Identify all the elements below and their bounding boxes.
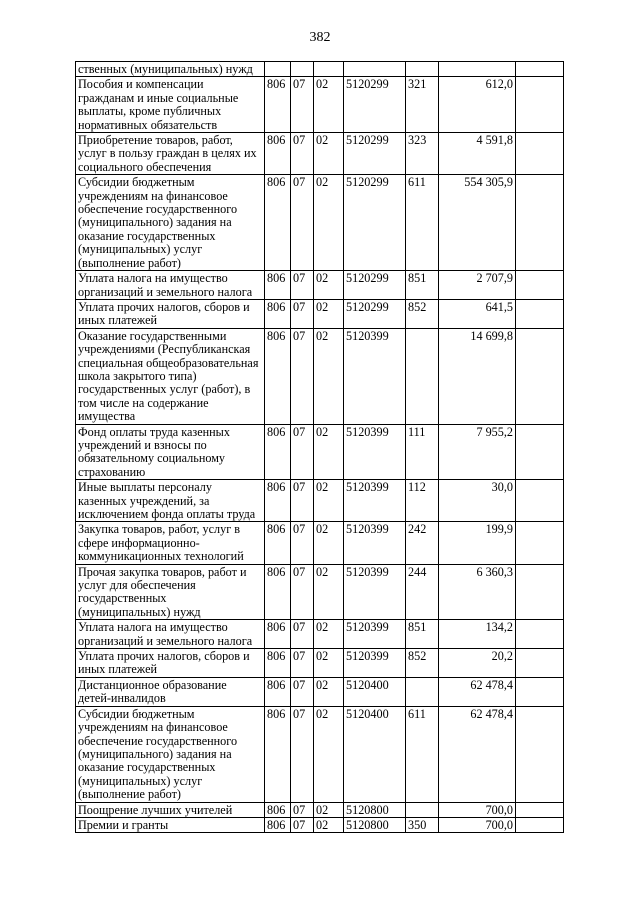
item-name: Премии и гранты <box>76 817 265 832</box>
subsection-code: 02 <box>314 175 344 271</box>
section-code: 07 <box>291 328 314 424</box>
item-name: Субсидии бюджетным учреждениям на финансовое обеспечение государственного (муниципального) задания на оказание государственных (муниципальных) услуг (выполнение работ) <box>76 175 265 271</box>
empty-cell <box>516 62 564 77</box>
item-name: Уплата прочих налогов, сборов и иных платежей <box>76 649 265 678</box>
subsection-code: 02 <box>314 299 344 328</box>
section-code: 07 <box>291 424 314 480</box>
target-article-code: 5120399 <box>344 480 406 522</box>
ministry-code: 806 <box>265 328 291 424</box>
expense-type-code: 111 <box>406 424 439 480</box>
expense-type-code: 112 <box>406 480 439 522</box>
section-code: 07 <box>291 677 314 706</box>
empty-cell <box>516 424 564 480</box>
empty-cell <box>516 649 564 678</box>
empty-cell <box>516 564 564 620</box>
item-name: Оказание государственными учреждениями (Республиканская специальная общеобразовательная школа закрытого типа) государственных услуг (работ), в том числе на содержание имущества <box>76 328 265 424</box>
ministry-code: 806 <box>265 802 291 817</box>
ministry-code: 806 <box>265 564 291 620</box>
subsection-code: 02 <box>314 802 344 817</box>
ministry-code: 806 <box>265 271 291 300</box>
ministry-code: 806 <box>265 649 291 678</box>
amount <box>439 62 516 77</box>
expense-type-code <box>406 328 439 424</box>
table-row <box>76 802 564 817</box>
amount: 62 478,4 <box>439 706 516 802</box>
item-name: Уплата налога на имущество организаций и земельного налога <box>76 271 265 300</box>
amount: 30,0 <box>439 480 516 522</box>
subsection-code: 02 <box>314 564 344 620</box>
amount: 199,9 <box>439 522 516 564</box>
amount: 641,5 <box>439 299 516 328</box>
section-code <box>291 62 314 77</box>
empty-cell <box>516 817 564 832</box>
table-row <box>76 175 564 271</box>
table-row <box>76 133 564 175</box>
target-article-code: 5120299 <box>344 299 406 328</box>
expense-type-code: 852 <box>406 299 439 328</box>
table-row <box>76 649 564 678</box>
amount: 700,0 <box>439 802 516 817</box>
expense-type-code: 242 <box>406 522 439 564</box>
target-article-code: 5120299 <box>344 175 406 271</box>
table-row <box>76 817 564 832</box>
section-code: 07 <box>291 299 314 328</box>
table-row <box>76 62 564 77</box>
section-code: 07 <box>291 271 314 300</box>
subsection-code: 02 <box>314 620 344 649</box>
target-article-code: 5120399 <box>344 649 406 678</box>
empty-cell <box>516 175 564 271</box>
table-row <box>76 706 564 802</box>
table-row <box>76 77 564 133</box>
empty-cell <box>516 133 564 175</box>
amount: 6 360,3 <box>439 564 516 620</box>
expense-type-code <box>406 62 439 77</box>
expense-type-code: 244 <box>406 564 439 620</box>
section-code: 07 <box>291 480 314 522</box>
empty-cell <box>516 706 564 802</box>
empty-cell <box>516 328 564 424</box>
subsection-code: 02 <box>314 522 344 564</box>
section-code: 07 <box>291 802 314 817</box>
subsection-code: 02 <box>314 649 344 678</box>
target-article-code: 5120400 <box>344 677 406 706</box>
expense-type-code: 852 <box>406 649 439 678</box>
target-article-code <box>344 62 406 77</box>
expense-type-code <box>406 802 439 817</box>
subsection-code: 02 <box>314 133 344 175</box>
target-article-code: 5120299 <box>344 271 406 300</box>
subsection-code: 02 <box>314 706 344 802</box>
section-code: 07 <box>291 706 314 802</box>
amount: 612,0 <box>439 77 516 133</box>
amount: 134,2 <box>439 620 516 649</box>
subsection-code: 02 <box>314 480 344 522</box>
expense-type-code: 350 <box>406 817 439 832</box>
subsection-code: 02 <box>314 424 344 480</box>
section-code: 07 <box>291 133 314 175</box>
amount: 20,2 <box>439 649 516 678</box>
amount: 62 478,4 <box>439 677 516 706</box>
expense-type-code: 321 <box>406 77 439 133</box>
table-row <box>76 424 564 480</box>
item-name: Уплата налога на имущество организаций и земельного налога <box>76 620 265 649</box>
amount: 554 305,9 <box>439 175 516 271</box>
ministry-code: 806 <box>265 480 291 522</box>
subsection-code <box>314 62 344 77</box>
empty-cell <box>516 677 564 706</box>
ministry-code: 806 <box>265 522 291 564</box>
empty-cell <box>516 77 564 133</box>
table-row <box>76 271 564 300</box>
section-code: 07 <box>291 564 314 620</box>
subsection-code: 02 <box>314 817 344 832</box>
amount: 7 955,2 <box>439 424 516 480</box>
expense-type-code: 851 <box>406 271 439 300</box>
section-code: 07 <box>291 77 314 133</box>
section-code: 07 <box>291 817 314 832</box>
budget-table <box>75 61 564 833</box>
target-article-code: 5120400 <box>344 706 406 802</box>
item-name: Приобретение товаров, работ, услуг в пользу граждан в целях их социального обеспечения <box>76 133 265 175</box>
expense-type-code: 851 <box>406 620 439 649</box>
section-code: 07 <box>291 620 314 649</box>
empty-cell <box>516 271 564 300</box>
ministry-code: 806 <box>265 620 291 649</box>
amount: 2 707,9 <box>439 271 516 300</box>
target-article-code: 5120399 <box>344 620 406 649</box>
page-number: 382 <box>309 30 331 45</box>
item-name: Поощрение лучших учителей <box>76 802 265 817</box>
ministry-code: 806 <box>265 77 291 133</box>
empty-cell <box>516 299 564 328</box>
amount: 4 591,8 <box>439 133 516 175</box>
amount: 14 699,8 <box>439 328 516 424</box>
target-article-code: 5120800 <box>344 802 406 817</box>
amount: 700,0 <box>439 817 516 832</box>
ministry-code: 806 <box>265 299 291 328</box>
target-article-code: 5120299 <box>344 133 406 175</box>
table-row <box>76 328 564 424</box>
ministry-code: 806 <box>265 133 291 175</box>
target-article-code: 5120800 <box>344 817 406 832</box>
table-row <box>76 299 564 328</box>
expense-type-code <box>406 677 439 706</box>
ministry-code: 806 <box>265 706 291 802</box>
table-row <box>76 564 564 620</box>
section-code: 07 <box>291 649 314 678</box>
item-name: Прочая закупка товаров, работ и услуг для обеспечения государственных (муниципальных) нужд <box>76 564 265 620</box>
item-name: Иные выплаты персоналу казенных учреждений, за исключением фонда оплаты труда <box>76 480 265 522</box>
item-name: Пособия и компенсации гражданам и иные социальные выплаты, кроме публичных нормативных обязательств <box>76 77 265 133</box>
subsection-code: 02 <box>314 271 344 300</box>
empty-cell <box>516 620 564 649</box>
expense-type-code: 323 <box>406 133 439 175</box>
empty-cell <box>516 480 564 522</box>
section-code: 07 <box>291 522 314 564</box>
empty-cell <box>516 522 564 564</box>
section-code: 07 <box>291 175 314 271</box>
expense-type-code: 611 <box>406 706 439 802</box>
empty-cell <box>516 802 564 817</box>
target-article-code: 5120299 <box>344 77 406 133</box>
target-article-code: 5120399 <box>344 328 406 424</box>
subsection-code: 02 <box>314 77 344 133</box>
ministry-code: 806 <box>265 175 291 271</box>
item-name: Фонд оплаты труда казенных учреждений и взносы по обязательному социальному страхованию <box>76 424 265 480</box>
item-name: Закупка товаров, работ, услуг в сфере информационно-коммуникационных технологий <box>76 522 265 564</box>
table-row <box>76 480 564 522</box>
table-row <box>76 677 564 706</box>
subsection-code: 02 <box>314 328 344 424</box>
ministry-code <box>265 62 291 77</box>
table-row <box>76 620 564 649</box>
item-name: ственных (муниципальных) нужд <box>76 62 265 77</box>
target-article-code: 5120399 <box>344 564 406 620</box>
ministry-code: 806 <box>265 817 291 832</box>
subsection-code: 02 <box>314 677 344 706</box>
ministry-code: 806 <box>265 677 291 706</box>
item-name: Уплата прочих налогов, сборов и иных платежей <box>76 299 265 328</box>
ministry-code: 806 <box>265 424 291 480</box>
item-name: Дистанционное образование детей-инвалидов <box>76 677 265 706</box>
table-row <box>76 522 564 564</box>
item-name: Субсидии бюджетным учреждениям на финансовое обеспечение государственного (муниципального) задания на оказание государственных (муниципальных) услуг (выполнение работ) <box>76 706 265 802</box>
target-article-code: 5120399 <box>344 424 406 480</box>
expense-type-code: 611 <box>406 175 439 271</box>
target-article-code: 5120399 <box>344 522 406 564</box>
